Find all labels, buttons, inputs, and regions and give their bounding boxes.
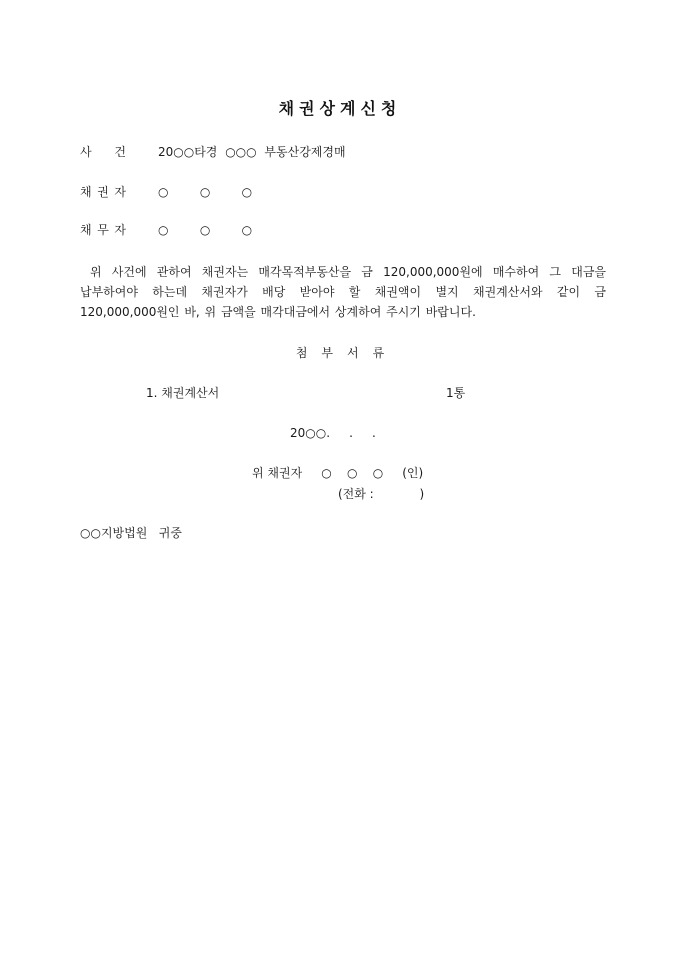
case-label: [80, 144, 126, 160]
creditor-label: [80, 184, 126, 200]
court-addressee: ○○지방법원 귀중: [80, 526, 182, 540]
creditor-label-char: 채: [80, 185, 92, 199]
debtor-label-char: 무: [97, 223, 109, 237]
creditor-name: [158, 184, 280, 200]
request-body: [80, 262, 606, 322]
document-title: 채권상계신청: [278, 99, 402, 118]
debtor-name-char: ○: [241, 223, 253, 237]
creditor-name-char: ○: [158, 185, 169, 199]
creditor-name-char: ○: [199, 185, 211, 199]
signer-line: 위 채권자 ○ ○ ○ (인): [252, 466, 424, 480]
filing-date: 20○○. . .: [290, 426, 376, 440]
case-label-char: 건: [114, 145, 126, 159]
debtor-label: [80, 222, 126, 238]
debtor-label-char: 채: [80, 223, 92, 237]
phone-line: (전화 : ): [338, 487, 425, 501]
attachment-item: 1. 채권계산서: [146, 386, 220, 400]
creditor-label-char: 권: [97, 185, 109, 199]
body-line: 120,000,000원인 바, 위 금액을 매각대금에서 상계하여 주시기 바랍니다.: [80, 305, 476, 319]
debtor-label-char: 자: [114, 223, 126, 237]
attachment-count: 1통: [446, 386, 466, 400]
debtor-name-char: ○: [158, 223, 169, 237]
case-label-char: 사: [80, 145, 92, 159]
body-line: 위 사건에 관하여 채권자는 매각목적부동산을 금 120,000,000원에 매수하여 그 대금을: [90, 265, 606, 279]
creditor-label-char: 자: [114, 185, 126, 199]
creditor-name-char: ○: [241, 185, 253, 199]
debtor-name: [158, 222, 280, 238]
case-value: 20○○타경 ○○○ 부동산강제경매: [158, 145, 346, 159]
debtor-name-char: ○: [199, 223, 211, 237]
body-line: 납부하여야 하는데 채권자가 배당 받아야 할 채권액이 별지 채권계산서와 같이 금: [80, 285, 606, 299]
attachments-heading: 첨부서류: [295, 346, 399, 360]
